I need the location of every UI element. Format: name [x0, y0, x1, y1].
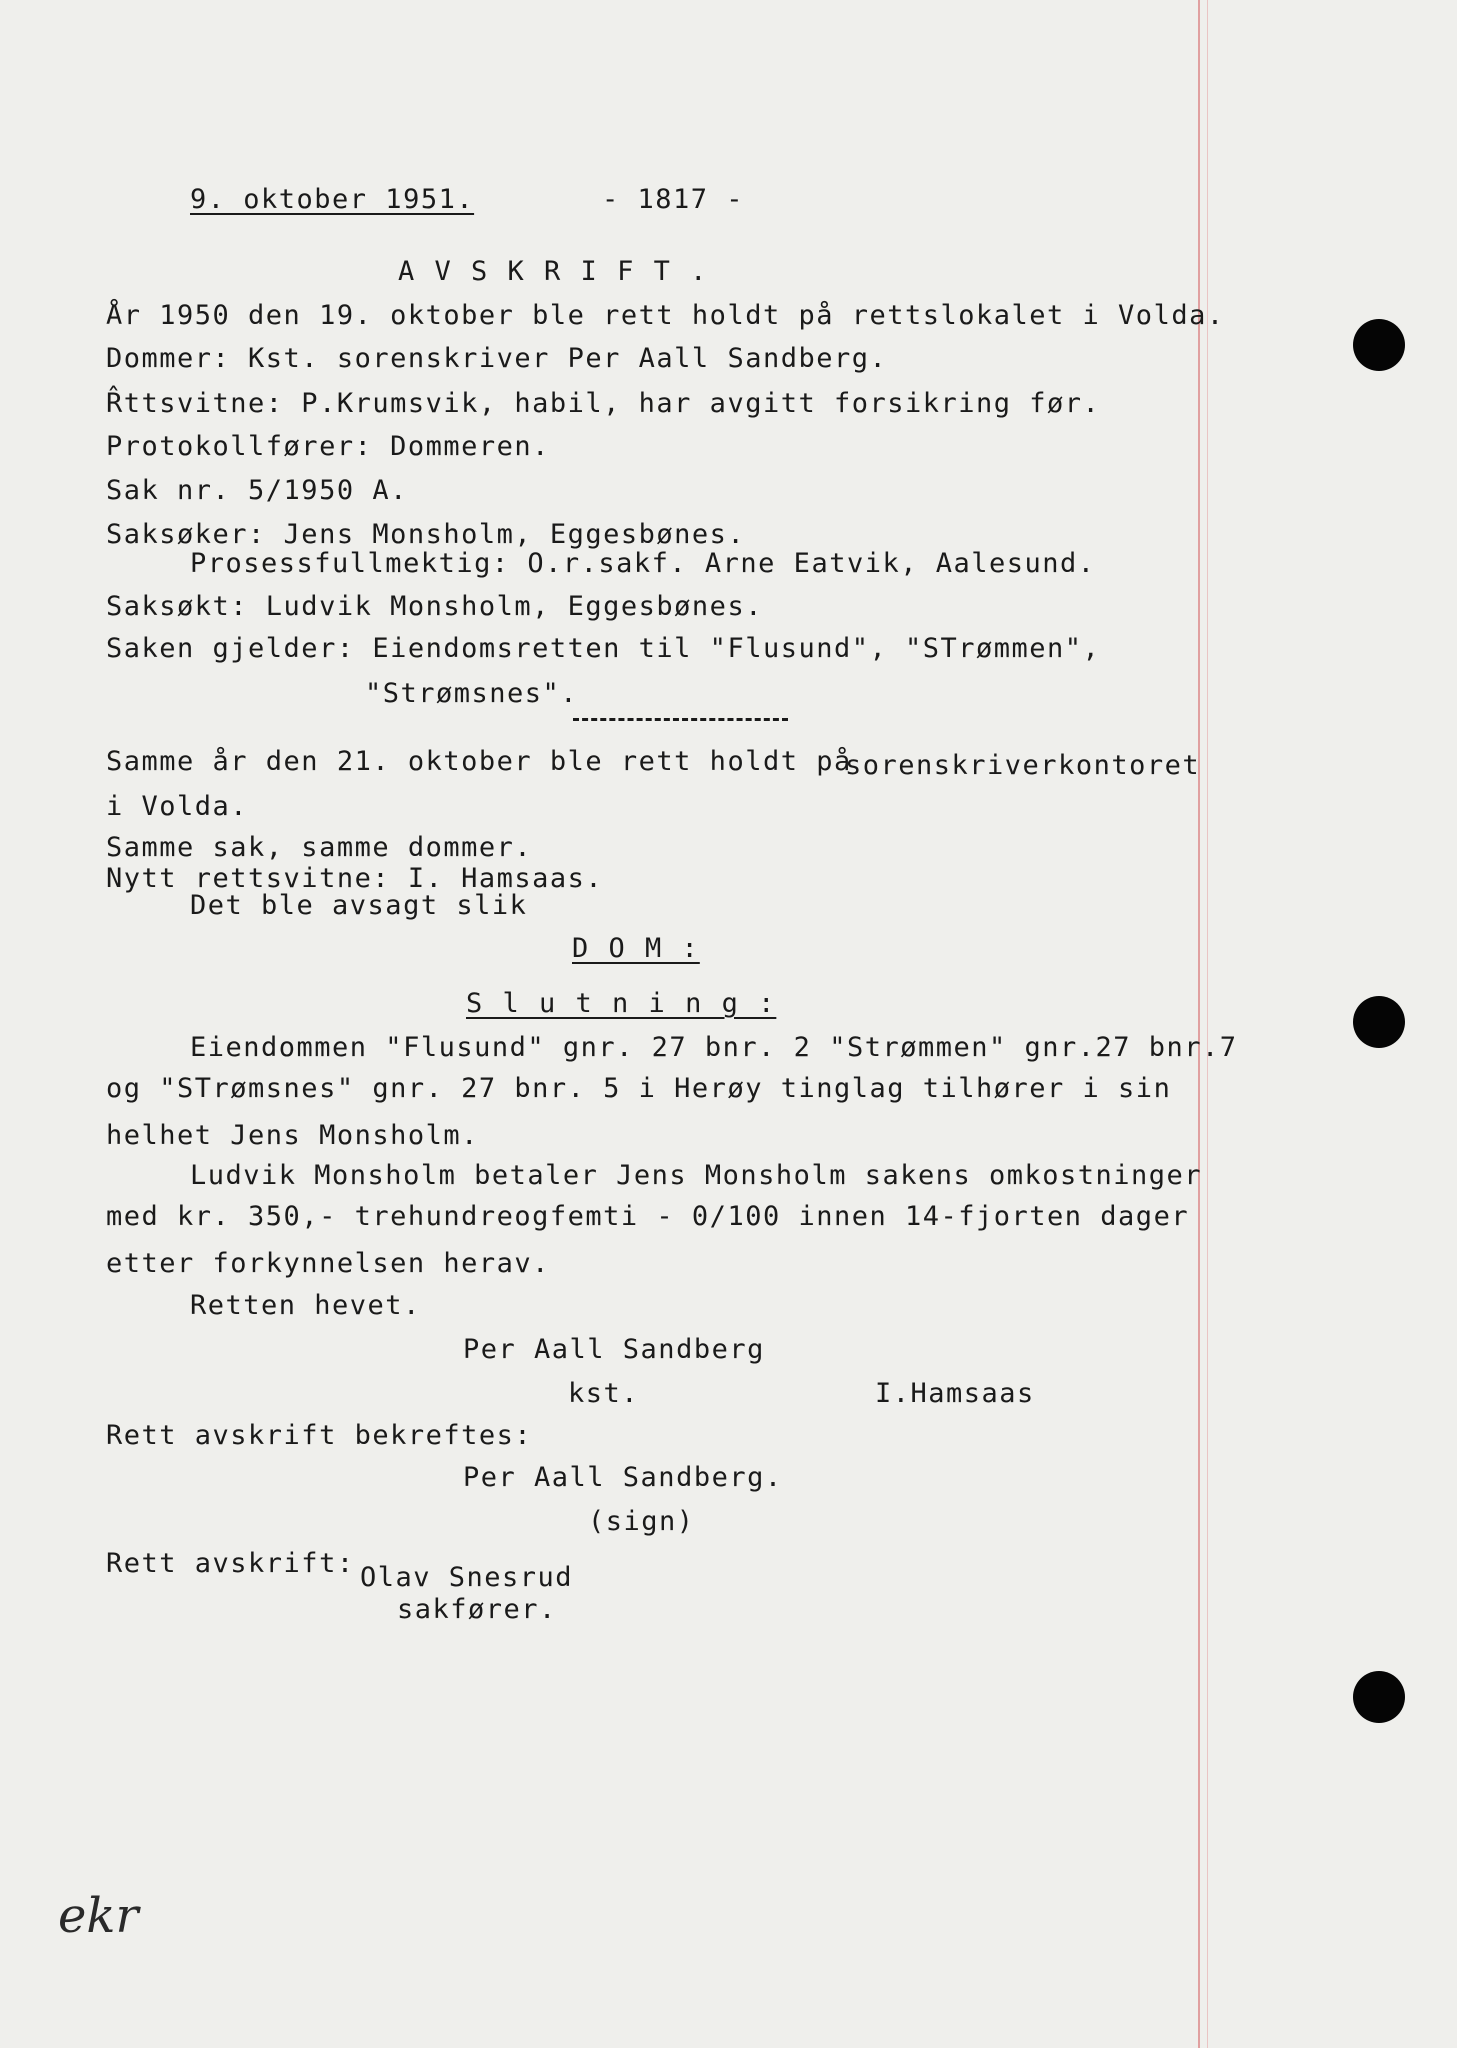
intro-line-4: Protokollfører: Dommeren.	[106, 431, 550, 462]
intro-line-9: Saken gjelder: Eiendomsretten til "Flusund", "STrømmen",	[106, 633, 1101, 664]
handwritten-mark: ekr	[58, 1888, 139, 1944]
final-label: Rett avskrift:	[106, 1548, 355, 1579]
punch-hole-bottom	[1353, 1671, 1405, 1723]
intro-line-8: Saksøkt: Ludvik Monsholm, Eggesbønes.	[106, 591, 763, 622]
verdict-line-1: Eiendommen "Flusund" gnr. 27 bnr. 2 "Strømmen" gnr.27 bnr.7	[190, 1032, 1238, 1063]
separator-line	[573, 718, 788, 721]
intro-line-7: Prosessfullmektig: O.r.sakf. Arne Eatvik, Aalesund.	[190, 548, 1096, 579]
final-name: Olav Snesrud	[360, 1562, 574, 1593]
verdict-line-5: med kr. 350,- trehundreogfemti - 0/100 innen 14-fjorten dager	[106, 1201, 1190, 1232]
punch-hole-middle	[1353, 996, 1405, 1048]
document-title: A V S K R I F T .	[398, 256, 709, 287]
session2-line-2: i Volda.	[106, 791, 249, 822]
verdict-line-6: etter forkynnelsen herav.	[106, 1248, 550, 1279]
slutning-heading: S l u t n i n g :	[466, 988, 777, 1019]
verdict-line-2: og "STrømsnes" gnr. 27 bnr. 5 i Herøy tinglag tilhører i sin	[106, 1073, 1172, 1104]
verdict-line-7: Retten hevet.	[190, 1290, 421, 1321]
verdict-line-4: Ludvik Monsholm betaler Jens Monsholm sakens omkostninger	[190, 1160, 1203, 1191]
intro-line-1: År 1950 den 19. oktober ble rett holdt på rettslokalet i Volda.	[106, 300, 1225, 331]
header-date: 9. oktober 1951.	[190, 184, 475, 215]
final-title: sakfører.	[397, 1594, 557, 1625]
judge-name: Per Aall Sandberg	[463, 1334, 765, 1365]
intro-line-6: Saksøker: Jens Monsholm, Eggesbønes.	[106, 519, 746, 550]
session2-line-1b: sorenskriverkontoret	[845, 750, 1201, 781]
intro-line-10: "Strømsnes".	[365, 678, 579, 709]
verdict-line-3: helhet Jens Monsholm.	[106, 1120, 479, 1151]
confirm-name: Per Aall Sandberg.	[463, 1462, 783, 1493]
dom-heading: D O M :	[572, 933, 700, 964]
session2-line-5: Det ble avsagt slik	[190, 890, 528, 921]
punch-hole-top	[1353, 319, 1405, 371]
header-page-number: - 1817 -	[602, 184, 745, 215]
judge-title: kst.	[568, 1378, 640, 1409]
session2-line-3: Samme sak, samme dommer.	[106, 832, 533, 863]
intro-line-3: R̂ttsvitne: P.Krumsvik, habil, har avgitt forsikring før.	[106, 388, 1101, 419]
confirm-label: Rett avskrift bekreftes:	[106, 1420, 533, 1451]
confirm-sign: (sign)	[588, 1506, 695, 1537]
session2-line-4: Nytt rettsvitne: I. Hamsaas.	[106, 863, 604, 894]
witness-name: I.Hamsaas	[875, 1378, 1035, 1409]
intro-line-5: Sak nr. 5/1950 A.	[106, 475, 408, 506]
session2-line-1a: Samme år den 21. oktober ble rett holdt på	[106, 746, 852, 777]
intro-line-2: Dommer: Kst. sorenskriver Per Aall Sandberg.	[106, 343, 888, 374]
